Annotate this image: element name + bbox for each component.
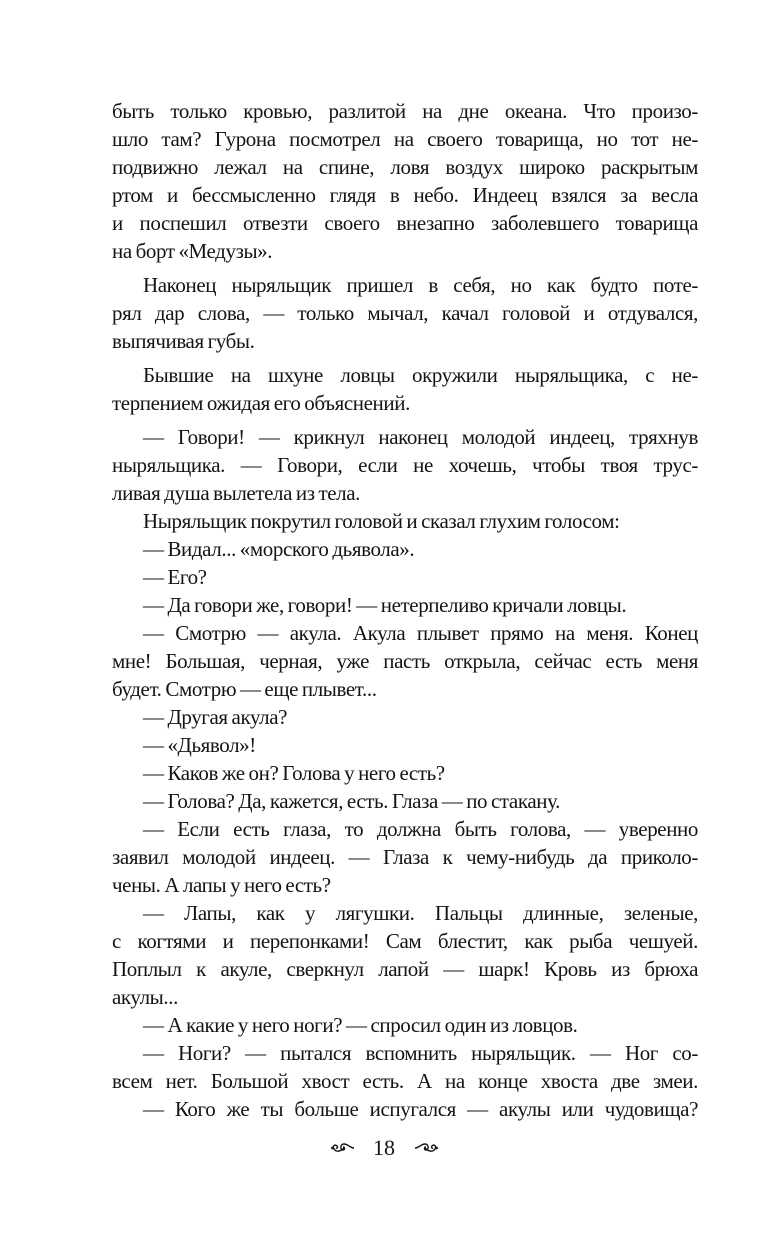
text-line: всем нет. Большой хвост есть. А на конце хвоста две змеи. (112, 1069, 698, 1093)
left-flourish-icon (330, 1140, 356, 1156)
text-line: — Смотрю — акула. Акула плывет прямо на меня. Конец (143, 621, 698, 645)
text-line: ртом и бессмысленно глядя в небо. Индеец взялся за весла (112, 183, 698, 207)
text-line: рял дар слова, — только мычал, качал головой и отдувался, (112, 301, 698, 325)
text-line: выпячивая губы. (112, 329, 255, 353)
text-line: — Его? (143, 565, 207, 589)
page-footer (0, 1133, 768, 1161)
text-line: быть только кровью, разлитой на дне океана. Что произо- (112, 99, 698, 123)
text-line: чены. А лапы у него есть? (112, 873, 331, 897)
body-text (112, 97, 698, 1123)
text-line: шло там? Гурона посмотрел на своего товарища, но тот не- (112, 127, 698, 151)
text-line: Бывшие на шхуне ловцы окружили ныряльщика, с не- (143, 363, 698, 387)
text-line: — Да говори же, говори! — нетерпеливо кричали ловцы. (143, 593, 627, 617)
text-line: — А какие у него ноги? — спросил один из ловцов. (143, 1013, 578, 1037)
page-number: 18 (373, 1134, 395, 1160)
text-line: на борт «Медузы». (112, 239, 273, 263)
text-line: ливая душа вылетела из тела. (112, 481, 361, 505)
text-line: мне! Большая, черная, уже пасть открыла, сейчас есть меня (112, 649, 698, 673)
text-line: — Кого же ты больше испугался — акулы или чудовища? (143, 1097, 698, 1121)
right-flourish-icon (413, 1140, 439, 1156)
text-line: заявил молодой индеец. — Глаза к чему-нибудь да приколо- (112, 845, 698, 869)
text-line: подвижно лежал на спине, ловя воздух широко раскрытым (112, 155, 698, 179)
text-line: — Другая акула? (143, 705, 288, 729)
text-line: — Каков же он? Голова у него есть? (143, 761, 445, 785)
text-line: — Лапы, как у лягушки. Пальцы длинные, зеленые, (143, 901, 698, 925)
text-line: — Видал... «морского дьявола». (143, 537, 415, 561)
text-line: акулы... (112, 985, 178, 1009)
text-line: — Если есть глаза, то должна быть голова, — уверенно (143, 817, 698, 841)
text-line: — «Дьявол»! (143, 733, 256, 757)
text-line: с когтями и перепонками! Сам блестит, как рыба чешуей. (112, 929, 698, 953)
text-line: и поспешил отвезти своего внезапно заболевшего товарища (112, 211, 698, 235)
text-line: Ныряльщик покрутил головой и сказал глухим голосом: (143, 509, 620, 533)
text-line: Поплыл к акуле, сверкнул лапой — шарк! Кровь из брюха (112, 957, 698, 981)
text-line: Наконец ныряльщик пришел в себя, но как будто поте- (143, 273, 698, 297)
text-line: — Голова? Да, кажется, есть. Глаза — по стакану. (143, 789, 560, 813)
text-line: — Говори! — крикнул наконец молодой индеец, тряхнув (143, 425, 698, 449)
text-line: терпением ожидая его объяснений. (112, 391, 410, 415)
text-line: будет. Смотрю — еще плывет... (112, 677, 377, 701)
text-line: ныряльщика. — Говори, если не хочешь, чтобы твоя трус- (112, 453, 698, 477)
text-line: — Ноги? — пытался вспомнить ныряльщик. — Ног со- (143, 1041, 698, 1065)
